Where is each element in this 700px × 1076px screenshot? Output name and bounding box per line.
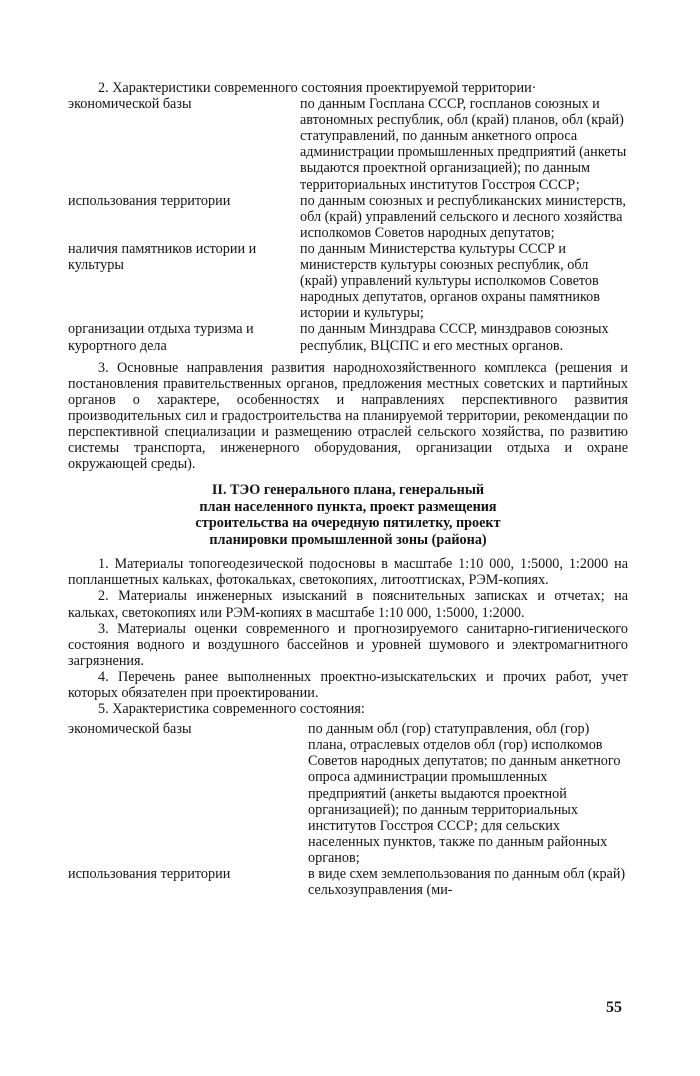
document-page [68,80,628,898]
pair-description: по данным союзных и республиканских министерств, обл (край) управлений сельского и лесного хозяйства исполкомов Советов народных депутатов; [300,192,626,241]
section2-item5-intro: 5. Характеристика современного состояния: [98,701,365,718]
pair-term: наличия памятников истории и культуры [68,240,257,274]
pair-description: в виде схем землепользования по данным обл (край) сельхозуправления (ми- [308,866,626,899]
heading-line: план населенного пункта, проект размещения [199,498,497,515]
heading-line: II. ТЭО генерального плана, генеральный [211,482,485,499]
pair-term: организации отдыха туризма и курортного дела [68,321,254,354]
section2-item3: 3. Материалы оценки современного и прогнозируемого санитарно-гигиенического состояния водного и воздушного бассейнов и уровней шумового и электромагнитного загрязнения. [68,620,628,669]
pair-term: экономической базы [68,721,192,738]
section1-item3: 3. Основные направления развития народнохозяйственного комплекса (решения и постановления правительственных органов, предложения местных советских и партийных органов о характере, особенностях и направлениях перспективного развития производительных сил и градостроительства на планируемой территории, рекомендации по перспективной специализации и размещению отраслей сельского хозяйства, по развитию системы транспорта, инженерного оборудования, организации отдыха и охране окружающей среды). [68,359,628,473]
section2-item1: 1. Материалы топогеодезической подосновы в масштабе 1:10 000, 1:5000, 1:2000 на попланшетных кальках, фотокальках, светокопиях, литоотгисках, РЭМ-копиях. [68,556,628,589]
pair-term: использования территории [68,866,231,883]
section2-pair-land-use [68,866,628,898]
pair-description: по данным обл (гор) статуправления, обл (гор) плана, отраслевых отделов обл (гор) исполкомов Советов народных депутатов; по данным анкетного опроса администрации промышленных предприятий (анкеты выдаются проектной организацией); по данным территориальных институтов Госстроя СССР; для сельских населенных пунктов, также по данным районных органов; [308,721,621,866]
heading-line: строительства на очередную пятилетку, проект [195,515,501,532]
pair-description: по данным Минздрава СССР, минздравов союзных республик, ВЦСПС и его местных органов. [300,321,609,354]
section2-item2: 2. Материалы инженерных изысканий в пояснительных записках и отчетах; на кальках, светокопиях или РЭМ-копиях в масштабе 1:10 000, 1:5000, 1:2000. [68,588,628,621]
pair-term: использования территории [68,192,231,209]
section1-pair-economic-base [68,96,628,193]
section1-pair-monuments [68,241,628,321]
pair-term: экономической базы [68,96,192,113]
section1-item2-intro: 2. Характеристики современного состояния проектируемой территории· [98,80,537,96]
pair-description: по данным Госплана СССР, госпланов союзных и автономных республик, обл (край) планов, обл (край) статуправлений, по данным анкетного опроса администрации промышленных предприятий (анкеты выдаются проектной организацией); по данным территориальных институтов Госстроя СССР; [300,96,627,193]
page-number: 55 [606,999,622,1016]
heading-line: планировки промышленной зоны (района) [209,531,487,548]
section2-heading [68,482,628,548]
section2-pair-economic-base [68,721,628,866]
section2-item4: 4. Перечень ранее выполненных проектно-изыскательских и прочих работ, учет которых обязателен при проектировании. [68,668,628,701]
pair-description: по данным Министерства культуры СССР и министерств культуры союзных республик, обл (край) управлений культуры исполкомов Советов народных депутатов, органов охраны памятников истории и культуры; [300,240,600,322]
section1-pair-recreation [68,321,628,353]
section1-pair-land-use [68,193,628,241]
